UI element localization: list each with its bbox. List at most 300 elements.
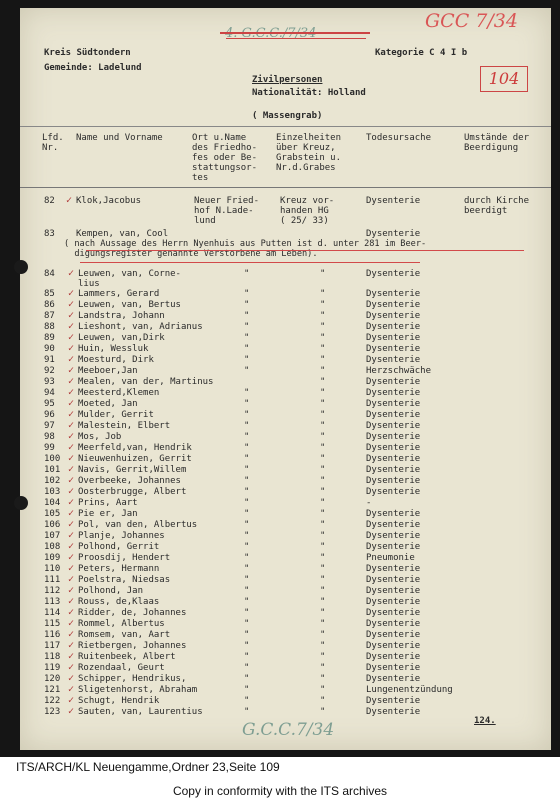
table-row bbox=[20, 575, 551, 586]
row-nr: 92 bbox=[44, 366, 55, 376]
gemeinde-label: Gemeinde: Ladelund bbox=[44, 63, 142, 73]
checkmark-icon: ✓ bbox=[68, 695, 75, 706]
nationality-label: Nationalität: Holland bbox=[252, 88, 366, 98]
row-name: Ruitenbeek, Albert bbox=[78, 652, 176, 662]
row-name: Prins, Aart bbox=[78, 498, 138, 508]
table-row bbox=[20, 641, 551, 652]
row-kreuz: " bbox=[320, 344, 326, 354]
row-kreuz: " bbox=[320, 410, 326, 420]
row-nr: 95 bbox=[44, 399, 55, 409]
checkmark-icon: ✓ bbox=[68, 354, 75, 365]
row-nr: 97 bbox=[44, 421, 55, 431]
row-name: Mulder, Gerrit bbox=[78, 410, 154, 420]
row-nr: 122 bbox=[44, 696, 61, 706]
column-header-row bbox=[20, 126, 551, 188]
table-row bbox=[20, 355, 551, 366]
row-cause: Dysenterie bbox=[366, 454, 421, 464]
row-name: Klok,Jacobus bbox=[76, 196, 142, 206]
table-row bbox=[20, 553, 551, 564]
row-kreuz: " bbox=[320, 454, 326, 464]
checkmark-icon: ✓ bbox=[68, 453, 75, 464]
row-cause: Dysenterie bbox=[366, 196, 421, 206]
row-cause: Dysenterie bbox=[366, 269, 421, 279]
row-ort: " bbox=[244, 311, 250, 321]
col-umstaende: Umstände der Beerdigung bbox=[464, 133, 530, 153]
col-name: Name und Vorname bbox=[76, 133, 163, 143]
checkmark-icon: ✓ bbox=[68, 519, 75, 530]
archive-reference: ITS/ARCH/KL Neuengamme,Ordner 23,Seite 109 bbox=[16, 760, 280, 774]
table-row bbox=[20, 619, 551, 630]
row-ort: " bbox=[244, 421, 250, 431]
table-row bbox=[20, 586, 551, 597]
checkmark-icon: ✓ bbox=[68, 464, 75, 475]
checkmark-icon: ✓ bbox=[68, 299, 75, 310]
row-name: Malestein, Elbert bbox=[78, 421, 171, 431]
row-nr: 107 bbox=[44, 531, 61, 541]
row-nr: 110 bbox=[44, 564, 61, 574]
row-kreuz: " bbox=[320, 674, 326, 684]
checkmark-icon: ✓ bbox=[68, 651, 75, 662]
row-cause: Dysenterie bbox=[366, 355, 421, 365]
row-ort: " bbox=[244, 498, 250, 508]
row-kreuz: " bbox=[320, 476, 326, 486]
row-name: Polhond, Gerrit bbox=[78, 542, 160, 552]
row-cause: Herzschwäche bbox=[366, 366, 432, 376]
row-name: Meeboer,Jan bbox=[78, 366, 138, 376]
checkmark-icon: ✓ bbox=[68, 618, 75, 629]
checkmark-icon: ✓ bbox=[68, 552, 75, 563]
table-row bbox=[20, 685, 551, 696]
row-cause: Dysenterie bbox=[366, 344, 421, 354]
row-name: Lieshont, van, Adrianus bbox=[78, 322, 203, 332]
row-nr: 89 bbox=[44, 333, 55, 343]
row-name: Proosdij, Hendert bbox=[78, 553, 171, 563]
row-ort: " bbox=[244, 663, 250, 673]
checkmark-icon: ✓ bbox=[66, 195, 73, 206]
row-cause: Dysenterie bbox=[366, 487, 421, 497]
table-row bbox=[20, 520, 551, 531]
row-ort: " bbox=[244, 454, 250, 464]
checkmark-icon: ✓ bbox=[68, 332, 75, 343]
row-ort: " bbox=[244, 322, 250, 332]
row-name: Mos, Job bbox=[78, 432, 122, 442]
checkmark-icon: ✓ bbox=[68, 343, 75, 354]
row-name: Rozendaal, Geurt bbox=[78, 663, 165, 673]
row-ort: " bbox=[244, 410, 250, 420]
checkmark-icon: ✓ bbox=[68, 288, 75, 299]
row-kreuz: " bbox=[320, 531, 326, 541]
row-cause: Dysenterie bbox=[366, 388, 421, 398]
row-kreuz: " bbox=[320, 443, 326, 453]
checkmark-icon: ✓ bbox=[68, 574, 75, 585]
row-nr: 114 bbox=[44, 608, 61, 618]
row-nr: 82 bbox=[44, 196, 55, 206]
row-cause: Dysenterie bbox=[366, 421, 421, 431]
row-kreuz: " bbox=[320, 355, 326, 365]
checkmark-icon: ✓ bbox=[68, 684, 75, 695]
row-name: Pie er, Jan bbox=[78, 509, 138, 519]
row-name: Rouss, de,Klaas bbox=[78, 597, 160, 607]
checkmark-icon: ✓ bbox=[68, 268, 75, 279]
row-ort: " bbox=[244, 586, 250, 596]
row-nr: 106 bbox=[44, 520, 61, 530]
table-row bbox=[20, 410, 551, 421]
row-name: Meesterd,Klemen bbox=[78, 388, 160, 398]
row-ort: " bbox=[244, 696, 250, 706]
row-cause: Dysenterie bbox=[366, 322, 421, 332]
row-kreuz: " bbox=[320, 685, 326, 695]
kategorie-label: Kategorie C 4 I b bbox=[375, 48, 468, 58]
table-row bbox=[20, 344, 551, 355]
row-kreuz: " bbox=[320, 586, 326, 596]
row-ort: " bbox=[244, 608, 250, 618]
checkmark-icon: ✓ bbox=[68, 475, 75, 486]
row-ort: " bbox=[244, 289, 250, 299]
row-nr: 112 bbox=[44, 586, 61, 596]
row-cause: Dysenterie bbox=[366, 597, 421, 607]
row-nr: 109 bbox=[44, 553, 61, 563]
row-cause: Dysenterie bbox=[366, 630, 421, 640]
row-ort: " bbox=[244, 652, 250, 662]
row-ort: " bbox=[244, 641, 250, 651]
row-nr: 104 bbox=[44, 498, 61, 508]
row-cause: Dysenterie bbox=[366, 410, 421, 420]
archive-conformity-note: Copy in conformity with the ITS archives bbox=[172, 784, 388, 798]
row-cause: Dysenterie bbox=[366, 443, 421, 453]
row-name: Overbeeke, Johannes bbox=[78, 476, 181, 486]
table-row bbox=[20, 443, 551, 454]
row-name: Sauten, van, Laurentius bbox=[78, 707, 203, 717]
row-name: Lammers, Gerard bbox=[78, 289, 160, 299]
row-ort: " bbox=[244, 355, 250, 365]
row-kreuz: " bbox=[320, 608, 326, 618]
row-ort: " bbox=[244, 707, 250, 717]
row-name: Moeted, Jan bbox=[78, 399, 138, 409]
checkmark-icon: ✓ bbox=[68, 629, 75, 640]
row-name: Kempen, van, Cool bbox=[76, 229, 169, 239]
row-ort: " bbox=[244, 399, 250, 409]
row-nr: 102 bbox=[44, 476, 61, 486]
row-kreuz: " bbox=[320, 619, 326, 629]
row-name: Romsem, van, Aart bbox=[78, 630, 171, 640]
row-ort: " bbox=[244, 443, 250, 453]
row-ort: " bbox=[244, 564, 250, 574]
row-ort: " bbox=[244, 685, 250, 695]
table-row bbox=[20, 663, 551, 674]
checkmark-icon: ✓ bbox=[68, 398, 75, 409]
row-ort: " bbox=[244, 674, 250, 684]
col-ort: Ort u.Name des Friedho- fes oder Be- stattungsor- tes bbox=[192, 133, 258, 183]
row-kreuz: " bbox=[320, 509, 326, 519]
row-cause: Dysenterie bbox=[366, 674, 421, 684]
row-cause: Dysenterie bbox=[366, 333, 421, 343]
row-cause: Dysenterie bbox=[366, 663, 421, 673]
table-row bbox=[20, 498, 551, 509]
checkmark-icon: ✓ bbox=[68, 585, 75, 596]
row-kreuz: " bbox=[320, 707, 326, 717]
row-cause: Dysenterie bbox=[366, 311, 421, 321]
row-kreuz: " bbox=[320, 696, 326, 706]
row-nr: 84 bbox=[44, 269, 55, 279]
archive-stamp-bottom: G.C.C.7/34 bbox=[242, 720, 335, 740]
row-cause: Dysenterie bbox=[366, 652, 421, 662]
row-cause: Dysenterie bbox=[366, 509, 421, 519]
checkmark-icon: ✓ bbox=[68, 607, 75, 618]
row-ort: " bbox=[244, 465, 250, 475]
table-row bbox=[20, 531, 551, 542]
table-row bbox=[20, 311, 551, 322]
row-ort: " bbox=[244, 366, 250, 376]
row-ort: " bbox=[244, 333, 250, 343]
row-cause: Dysenterie bbox=[366, 531, 421, 541]
row-cause: Dysenterie bbox=[366, 575, 421, 585]
table-row bbox=[20, 608, 551, 619]
table-row bbox=[20, 289, 551, 300]
row-ort: " bbox=[244, 553, 250, 563]
row-cause: Dysenterie bbox=[366, 696, 421, 706]
boxed-number-text: 104 bbox=[488, 69, 520, 88]
table-row bbox=[20, 432, 551, 443]
row-nr: 113 bbox=[44, 597, 61, 607]
row-ort: " bbox=[244, 300, 250, 310]
row-umstaende: durch Kirche beerdigt bbox=[464, 196, 530, 216]
row-nr: 111 bbox=[44, 575, 61, 585]
row-kreuz: " bbox=[320, 311, 326, 321]
row-nr: 105 bbox=[44, 509, 61, 519]
row-cause: Dysenterie bbox=[366, 608, 421, 618]
row-ort: " bbox=[244, 575, 250, 585]
row-cause: Dysenterie bbox=[366, 377, 421, 387]
kreis-label: Kreis Südtondern bbox=[44, 48, 131, 58]
row-name: Moesturd, Dirk bbox=[78, 355, 154, 365]
row-ort: " bbox=[244, 509, 250, 519]
row-kreuz: " bbox=[320, 641, 326, 651]
row-ort: " bbox=[244, 432, 250, 442]
checkmark-icon: ✓ bbox=[68, 706, 75, 717]
row-cause: Dysenterie bbox=[366, 300, 421, 310]
row-ort: " bbox=[244, 388, 250, 398]
row-nr: 103 bbox=[44, 487, 61, 497]
row-nr: 120 bbox=[44, 674, 61, 684]
row-kreuz: " bbox=[320, 520, 326, 530]
checkmark-icon: ✓ bbox=[68, 530, 75, 541]
checkmark-icon: ✓ bbox=[68, 321, 75, 332]
row-cause: Dysenterie bbox=[366, 399, 421, 409]
row-name: Planje, Johannes bbox=[78, 531, 165, 541]
row-nr: 108 bbox=[44, 542, 61, 552]
row-cause: Dysenterie bbox=[366, 564, 421, 574]
row-nr: 90 bbox=[44, 344, 55, 354]
table-row-83 bbox=[20, 229, 551, 269]
row-cause: Dysenterie bbox=[366, 465, 421, 475]
checkmark-icon: ✓ bbox=[68, 420, 75, 431]
row-cause: Dysenterie bbox=[366, 476, 421, 486]
row-name: Landstra, Johann bbox=[78, 311, 165, 321]
table-row bbox=[20, 597, 551, 608]
row-cause: Dysenterie bbox=[366, 229, 421, 239]
row-nr: 121 bbox=[44, 685, 61, 695]
row-kreuz: " bbox=[320, 300, 326, 310]
row-nr: 118 bbox=[44, 652, 61, 662]
row-kreuz: " bbox=[320, 597, 326, 607]
row-cause: Pneumonie bbox=[366, 553, 415, 563]
row-name: Polhond, Jan bbox=[78, 586, 144, 596]
row-kreuz: " bbox=[320, 432, 326, 442]
row-name: Leuwen, van, Corne- lius bbox=[78, 269, 181, 289]
row-ort: " bbox=[244, 619, 250, 629]
row-kreuz: " bbox=[320, 377, 326, 387]
section-title: Zivilpersonen bbox=[252, 75, 323, 85]
note-underline-2 bbox=[80, 262, 420, 263]
checkmark-icon: ✓ bbox=[68, 376, 75, 387]
row-kreuz: " bbox=[320, 269, 326, 279]
row-nr: 115 bbox=[44, 619, 61, 629]
row-nr: 101 bbox=[44, 465, 61, 475]
row-cause: - bbox=[366, 498, 372, 508]
row-kreuz: " bbox=[320, 421, 326, 431]
code-handwritten: 4. G.C.C./7/34 bbox=[225, 26, 317, 41]
row-kreuz: " bbox=[320, 465, 326, 475]
row-ort: " bbox=[244, 630, 250, 640]
row-kreuz: " bbox=[320, 542, 326, 552]
table-row bbox=[20, 564, 551, 575]
row-name: Schugt, Hendrik bbox=[78, 696, 160, 706]
checkmark-icon: ✓ bbox=[68, 662, 75, 673]
table-row bbox=[20, 399, 551, 410]
checkmark-icon: ✓ bbox=[68, 563, 75, 574]
checkmark-icon: ✓ bbox=[68, 640, 75, 651]
row-kreuz: " bbox=[320, 498, 326, 508]
page-total: 124. bbox=[474, 716, 496, 726]
table-row bbox=[20, 377, 551, 388]
row-kreuz: " bbox=[320, 388, 326, 398]
document-page bbox=[20, 8, 551, 750]
row-name: Huin, Wessluk bbox=[78, 344, 149, 354]
table-row bbox=[20, 333, 551, 344]
row-kreuz: " bbox=[320, 553, 326, 563]
col-einzelheiten: Einzelheiten über Kreuz, Grabstein u. Nr.d.Grabes bbox=[276, 133, 342, 173]
row-ort: " bbox=[244, 531, 250, 541]
row-cause: Dysenterie bbox=[366, 707, 421, 717]
table-row bbox=[20, 509, 551, 520]
row-name: Ridder, de, Johannes bbox=[78, 608, 187, 618]
checkmark-icon: ✓ bbox=[68, 365, 75, 376]
row-cause: Dysenterie bbox=[366, 289, 421, 299]
table-row bbox=[20, 476, 551, 487]
table-row bbox=[20, 421, 551, 432]
row-nr: 98 bbox=[44, 432, 55, 442]
row-note: ( nach Aussage des Herrn Nyenhuis aus Putten ist d. unter 281 im Beer- digungsregister genannte Verstorbene am Leben). bbox=[64, 239, 427, 259]
row-nr: 100 bbox=[44, 454, 61, 464]
checkmark-icon: ✓ bbox=[68, 596, 75, 607]
code-strikethrough bbox=[220, 32, 370, 34]
row-kreuz: " bbox=[320, 575, 326, 585]
row-kreuz: " bbox=[320, 322, 326, 332]
row-kreuz: " bbox=[320, 630, 326, 640]
row-cause: Lungenentzündung bbox=[366, 685, 453, 695]
row-name: Mealen, van der, Martinus bbox=[78, 377, 214, 387]
row-cause: Dysenterie bbox=[366, 520, 421, 530]
table-row bbox=[20, 322, 551, 333]
row-cause: Dysenterie bbox=[366, 641, 421, 651]
row-kreuz: Kreuz vor- handen HG ( 25/ 33) bbox=[280, 196, 335, 226]
row-name: Leuwen, van,Dirk bbox=[78, 333, 165, 343]
row-nr: 123 bbox=[44, 707, 61, 717]
checkmark-icon: ✓ bbox=[68, 673, 75, 684]
row-nr: 99 bbox=[44, 443, 55, 453]
col-todesursache: Todesursache bbox=[366, 133, 432, 143]
row-nr: 86 bbox=[44, 300, 55, 310]
row-ort: " bbox=[244, 269, 250, 279]
table-row bbox=[20, 300, 551, 311]
row-ort: " bbox=[244, 344, 250, 354]
row-ort: " bbox=[244, 487, 250, 497]
row-name: Rietbergen, Johannes bbox=[78, 641, 187, 651]
table-row bbox=[20, 707, 551, 718]
row-nr: 93 bbox=[44, 377, 55, 387]
archive-stamp-top: GCC 7/34 bbox=[425, 10, 518, 32]
row-name: Leuwen, van, Bertus bbox=[78, 300, 181, 310]
row-kreuz: " bbox=[320, 333, 326, 343]
col-lfd-nr: Lfd. Nr. bbox=[42, 133, 64, 153]
row-nr: 116 bbox=[44, 630, 61, 640]
table-row bbox=[20, 630, 551, 641]
row-nr: 88 bbox=[44, 322, 55, 332]
row-ort: Neuer Fried- hof N.Lade- lund bbox=[194, 196, 260, 226]
row-kreuz: " bbox=[320, 487, 326, 497]
row-nr: 91 bbox=[44, 355, 55, 365]
row-name: Sligetenhorst, Abraham bbox=[78, 685, 198, 695]
row-kreuz: " bbox=[320, 366, 326, 376]
checkmark-icon: ✓ bbox=[68, 508, 75, 519]
row-name: Peters, Hermann bbox=[78, 564, 160, 574]
row-nr: 119 bbox=[44, 663, 61, 673]
row-ort: " bbox=[244, 520, 250, 530]
row-kreuz: " bbox=[320, 663, 326, 673]
checkmark-icon: ✓ bbox=[68, 409, 75, 420]
row-nr: 117 bbox=[44, 641, 61, 651]
row-cause: Dysenterie bbox=[366, 619, 421, 629]
table-row bbox=[20, 696, 551, 707]
row-kreuz: " bbox=[320, 289, 326, 299]
code-strikethrough-2 bbox=[226, 38, 366, 39]
row-nr: 96 bbox=[44, 410, 55, 420]
table-row bbox=[20, 465, 551, 476]
table-row bbox=[20, 674, 551, 685]
row-name: Schipper, Hendrikus, bbox=[78, 674, 187, 684]
row-kreuz: " bbox=[320, 564, 326, 574]
row-nr: 94 bbox=[44, 388, 55, 398]
checkmark-icon: ✓ bbox=[68, 497, 75, 508]
row-ort: " bbox=[244, 597, 250, 607]
table-row bbox=[20, 454, 551, 465]
table-row bbox=[20, 388, 551, 399]
checkmark-icon: ✓ bbox=[68, 387, 75, 398]
boxed-number bbox=[480, 66, 528, 92]
checkmark-icon: ✓ bbox=[68, 310, 75, 321]
table-row bbox=[20, 652, 551, 663]
table-row bbox=[20, 487, 551, 498]
row-kreuz: " bbox=[320, 399, 326, 409]
row-ort: " bbox=[244, 476, 250, 486]
row-nr: 83 bbox=[44, 229, 55, 239]
row-cause: Dysenterie bbox=[366, 542, 421, 552]
row-nr: 85 bbox=[44, 289, 55, 299]
row-name: Poelstra, Niedsas bbox=[78, 575, 171, 585]
row-cause: Dysenterie bbox=[366, 586, 421, 596]
table-row bbox=[20, 542, 551, 553]
row-cause: Dysenterie bbox=[366, 432, 421, 442]
